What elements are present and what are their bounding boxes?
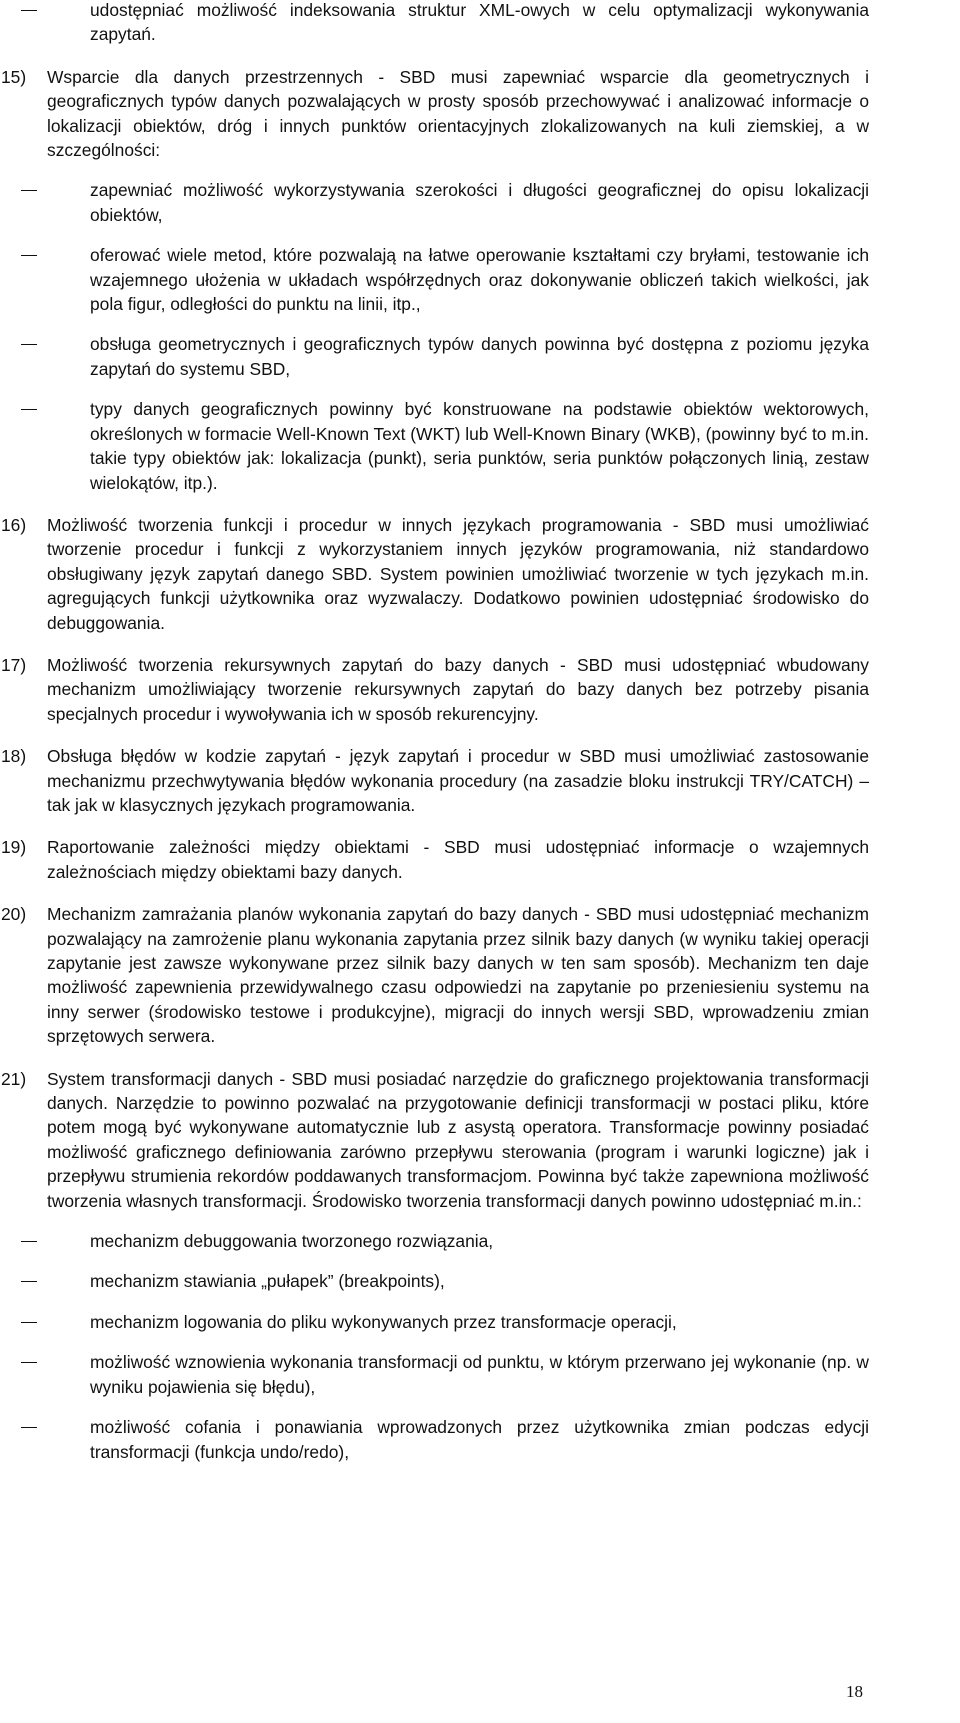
numbered-paragraph-16 (1, 513, 869, 635)
bullet-text: możliwość cofania i ponawiania wprowadzonych przez użytkownika zmian podczas edycji transformacji (funkcja undo/redo), (90, 1417, 869, 1462)
list-item (90, 0, 869, 47)
item-text: Raportowanie zależności między obiektami - SBD musi udostępniać informacje o wzajemnych zależnościach między obiektami bazy danych. (47, 837, 869, 882)
page-number: 18 (846, 1682, 863, 1701)
numbered-paragraph-21 (1, 1067, 869, 1213)
bullet-text: mechanizm debuggowania tworzonego rozwiązania, (90, 1231, 494, 1252)
numbered-paragraph-18 (1, 744, 869, 817)
list-item (90, 332, 869, 381)
item-number: 15) (1, 66, 27, 87)
item-number: 20) (1, 904, 27, 925)
bullet-text: typy danych geograficznych powinny być konstruowane na podstawie obiektów wektorowych, określonych w formacie Well-Known Text (WKT) lub Well-Known Binary (WKB), (powinny być to m.in. takie typy obiektów jak: lokalizacja (punkt), seria punktów, seria punktów połączonych linią, zestaw wielokątów, itp.). (90, 399, 869, 493)
dash-bullet (21, 255, 37, 256)
list-item (90, 1229, 869, 1253)
numbered-paragraph-19 (1, 835, 869, 884)
dash-bullet (21, 1362, 37, 1363)
list-item (90, 1269, 869, 1293)
numbered-paragraph-20 (1, 902, 869, 1048)
dash-bullet (21, 409, 37, 410)
dash-bullet (21, 1427, 37, 1428)
list-item (90, 397, 869, 495)
item-text: Wsparcie dla danych przestrzennych - SBD musi zapewniać wsparcie dla geometrycznych i geograficznych typów danych pozwalających w prosty sposób przechowywać i analizować informacje o lokalizacji obiektów, dróg i innych punktów orientacyjnych zlokalizowanych na kuli ziemskiej, a w szczególności: (47, 66, 869, 161)
bullet-text: udostępniać możliwość indeksowania struktur XML-owych w celu optymalizacji wykonywania zapytań. (90, 0, 869, 45)
item-text: Możliwość tworzenia rekursywnych zapytań do bazy danych - SBD musi udostępniać wbudowany mechanizm umożliwiający tworzenie rekursywnych zapytań do bazy danych bez potrzeby pisania specjalnych procedur i wywoływania ich w sposób rekurencyjny. (47, 654, 869, 724)
item-text: Możliwość tworzenia funkcji i procedur w innych językach programowania - SBD musi umożliwiać tworzenie procedur i funkcji z wykorzystaniem innych języków programowania, niż standardowo obsługiwany język zapytań danego SBD. System powinien umożliwiać tworzenie w tych językach m.in. agregujących funkcji użytkownika oraz wyzwalaczy. Dodatkowo powinien udostępniać środowisko do debuggowania. (47, 514, 869, 633)
bullet-text: obsługa geometrycznych i geograficznych typów danych powinna być dostępna z poziomu języka zapytań do systemu SBD, (90, 334, 869, 379)
item-text: Obsługa błędów w kodzie zapytań - język zapytań i procedur w SBD musi umożliwiać zastosowanie mechanizmu przechwytywania błędów wykonania procedury (na zasadzie bloku instrukcji TRY/CATCH) – tak jak w klasycznych językach programowania. (47, 746, 869, 815)
bullet-text: zapewniać możliwość wykorzystywania szerokości i długości geograficznej do opisu lokalizacji obiektów, (90, 180, 869, 225)
item-number: 16) (1, 514, 27, 535)
bullet-text: mechanizm stawiania „pułapek” (breakpoints), (90, 1271, 445, 1292)
dash-bullet (21, 1322, 37, 1323)
numbered-paragraph-15 (1, 65, 869, 163)
bullet-text: mechanizm logowania do pliku wykonywanych przez transformacje operacji, (90, 1311, 677, 1332)
list-item (90, 1350, 869, 1399)
dash-bullet (21, 344, 37, 345)
list-item (90, 1310, 869, 1334)
list-item (90, 178, 869, 227)
dash-bullet (21, 1281, 37, 1282)
item-number: 18) (1, 746, 27, 767)
item-text: System transformacji danych - SBD musi posiadać narzędzie do graficznego projektowania transformacji danych. Narzędzie to powinno pozwalać na przygotowanie definicji transformacji w postaci pliku, które potem mogą być wykonywane automatycznie lub z asystą operatora. Transformacje powinny posiadać możliwość graficznego definiowania zarówno przepływu sterowania (program i warunki logiczne) jak i przepływu strumienia rekordów poddawanych transformacjom. Powinna być także zapewniona możliwość tworzenia własnych transformacji. Środowisko tworzenia transformacji danych powinno udostępniać m.in.: (47, 1068, 869, 1211)
item-number: 21) (1, 1068, 27, 1089)
list-item (90, 1415, 869, 1464)
dash-bullet (21, 10, 37, 11)
item-text: Mechanizm zamrażania planów wykonania zapytań do bazy danych - SBD musi udostępniać mechanizm pozwalający na zamrożenie planu wykonania zapytania przez silnik bazy danych (w wyniku takiej operacji zapytanie jest zawsze wykonywane przez silnik bazy danych w ten sam sposób). Mechanizm ten daje możliwość zapewnienia przewidywalnego czasu odpowiedzi na zapytanie po przeniesieniu systemu na inny serwer (środowisko testowe i produkcyjne), migracji do innych wersji SBD, wprowadzeniu zmian sprzętowych serwera. (47, 904, 869, 1047)
dash-bullet (21, 190, 37, 191)
numbered-paragraph-17 (1, 653, 869, 726)
bullet-text: oferować wiele metod, które pozwalają na łatwe operowanie kształtami czy bryłami, testowanie ich wzajemnego ułożenia w układach współrzędnych oraz dokonywanie obliczeń takich wielkości, jak pola figur, odległości do punktu na linii, itp., (90, 245, 869, 315)
list-item (90, 243, 869, 316)
bullet-text: możliwość wznowienia wykonania transformacji od punktu, w którym przerwano jej wykonanie (np. w wyniku pojawienia się błędu), (90, 1352, 869, 1397)
dash-bullet (21, 1241, 37, 1242)
item-number: 17) (1, 654, 27, 675)
item-number: 19) (1, 837, 27, 858)
